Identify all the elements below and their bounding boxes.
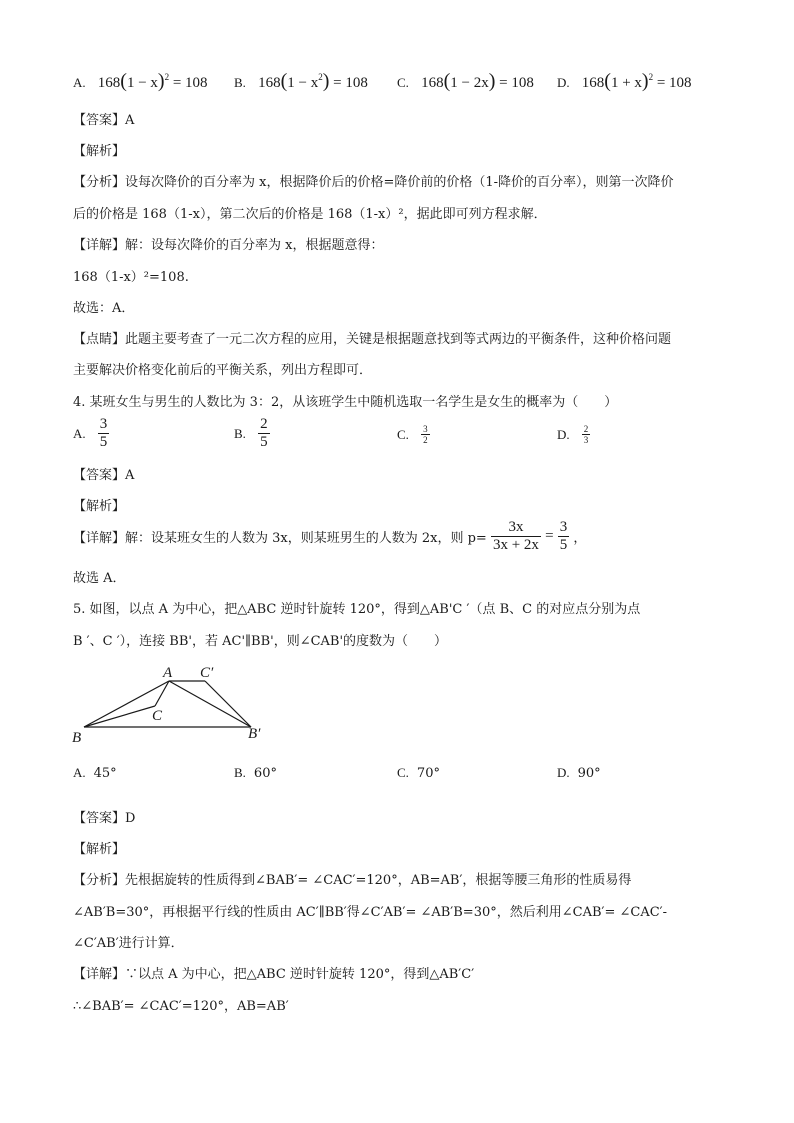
label-b: B bbox=[72, 730, 82, 746]
q5-option-c: C. 70° bbox=[397, 765, 440, 781]
q5-detail-line-1: 【详解】∵以点 A 为中心，把△ABC 逆时针旋转 120°，得到△AB′C′ bbox=[73, 967, 475, 982]
q3-detail-line-1: 【详解】解：设每次降价的百分率为 x，根据题意得： bbox=[73, 238, 384, 253]
q5-analysis-line-3: ∠C′AB′进行计算． bbox=[73, 936, 184, 951]
q4-detail: 【详解】解：设某班女生的人数为 3x，则某班男生的人数为 2x，则 p= $\frac{3x}{3x + 2x}$ = $\frac{3}{5}$ ， bbox=[73, 519, 587, 553]
q4-analysis-head: 【解析】 bbox=[73, 499, 126, 514]
segment-c-prime-b-prime bbox=[205, 681, 251, 727]
q3-comment-line-2: 主要解决价格变化前后的平衡关系，列出方程即可． bbox=[73, 363, 373, 378]
option-a: A. $168(1 - x)^2 = 108$ bbox=[73, 70, 208, 92]
q4-option-b: B. $\frac{2}{5}$ bbox=[234, 416, 268, 450]
q3-detail-line-2: 168（1-x）²=108. bbox=[73, 270, 189, 285]
q5-analysis-head: 【解析】 bbox=[73, 842, 126, 857]
option-c: C. 168(1 − 2x) = 108 bbox=[397, 70, 534, 92]
segment-bc bbox=[84, 706, 155, 727]
q3-analysis-line-1: 【分析】设每次降价的百分率为 x，根据降价后的价格=降价前的价格（1-降价的百分率），则第一次降价 bbox=[73, 175, 674, 190]
q3-analysis-line-2: 后的价格是 168（1-x），第二次后的价格是 168（1-x）²，据此即可列方程求解． bbox=[73, 207, 547, 222]
label-c-prime: C′ bbox=[200, 665, 214, 681]
q4-option-a: A. $\frac{3}{5}$ bbox=[73, 416, 108, 450]
label-a: A bbox=[163, 665, 173, 681]
option-b: B. $168(1 - x^2) = 108$ bbox=[234, 70, 368, 92]
q5-detail-line-2: ∴∠BAB′= ∠CAC′=120°，AB=AB′ bbox=[73, 999, 289, 1014]
q5-option-d: D. 90° bbox=[557, 765, 601, 781]
q3-answer: 【答案】A bbox=[73, 113, 135, 128]
q5-question-line-1: 5. 如图，以点 A 为中心，把△ABC 逆时针旋转 120°，得到△AB'C ′（点 B、C 的对应点分别为点 bbox=[73, 602, 641, 617]
q4-option-c: C. $\frac{3}{2}$ bbox=[397, 424, 428, 445]
q4-option-d: D. $\frac{2}{3}$ bbox=[557, 424, 589, 445]
q5-question-line-2: B ′、C ′），连接 BB'，若 AC'∥BB'，则∠CAB'的度数为（ ） bbox=[73, 634, 448, 649]
segment-ab-prime bbox=[169, 681, 251, 727]
q3-choose: 故选：A． bbox=[73, 301, 135, 316]
q4-answer: 【答案】A bbox=[73, 468, 135, 483]
option-d: D. $168(1 + x)^2 = 108$ bbox=[557, 70, 692, 92]
label-b-prime: B′ bbox=[248, 726, 261, 742]
q4-choose: 故选 A． bbox=[73, 571, 126, 586]
q3-comment-line-1: 【点睛】此题主要考查了一元二次方程的应用，关键是根据题意找到等式两边的平衡条件，这种价格问题 bbox=[73, 332, 672, 347]
q3-analysis-head: 【解析】 bbox=[73, 144, 126, 159]
label-c: C bbox=[152, 708, 163, 724]
q5-option-a: A. 45° bbox=[73, 765, 117, 781]
q4-question: 4. 某班女生与男生的人数比为 3：2，从该班学生中随机选取一名学生是女生的概率为（ ） bbox=[73, 395, 618, 410]
q5-analysis-line-1: 【分析】先根据旋转的性质得到∠BAB′= ∠CAC′=120°，AB=AB′，根据等腰三角形的性质易得 bbox=[73, 873, 632, 888]
rotation-figure bbox=[70, 660, 280, 750]
q5-answer: 【答案】D bbox=[73, 811, 136, 826]
q5-option-b: B. 60° bbox=[234, 765, 277, 781]
q5-analysis-line-2: ∠AB′B=30°，再根据平行线的性质由 AC′∥BB′得∠C′AB′= ∠AB′B=30°，然后利用∠CAB′= ∠CAC′- bbox=[73, 905, 668, 920]
